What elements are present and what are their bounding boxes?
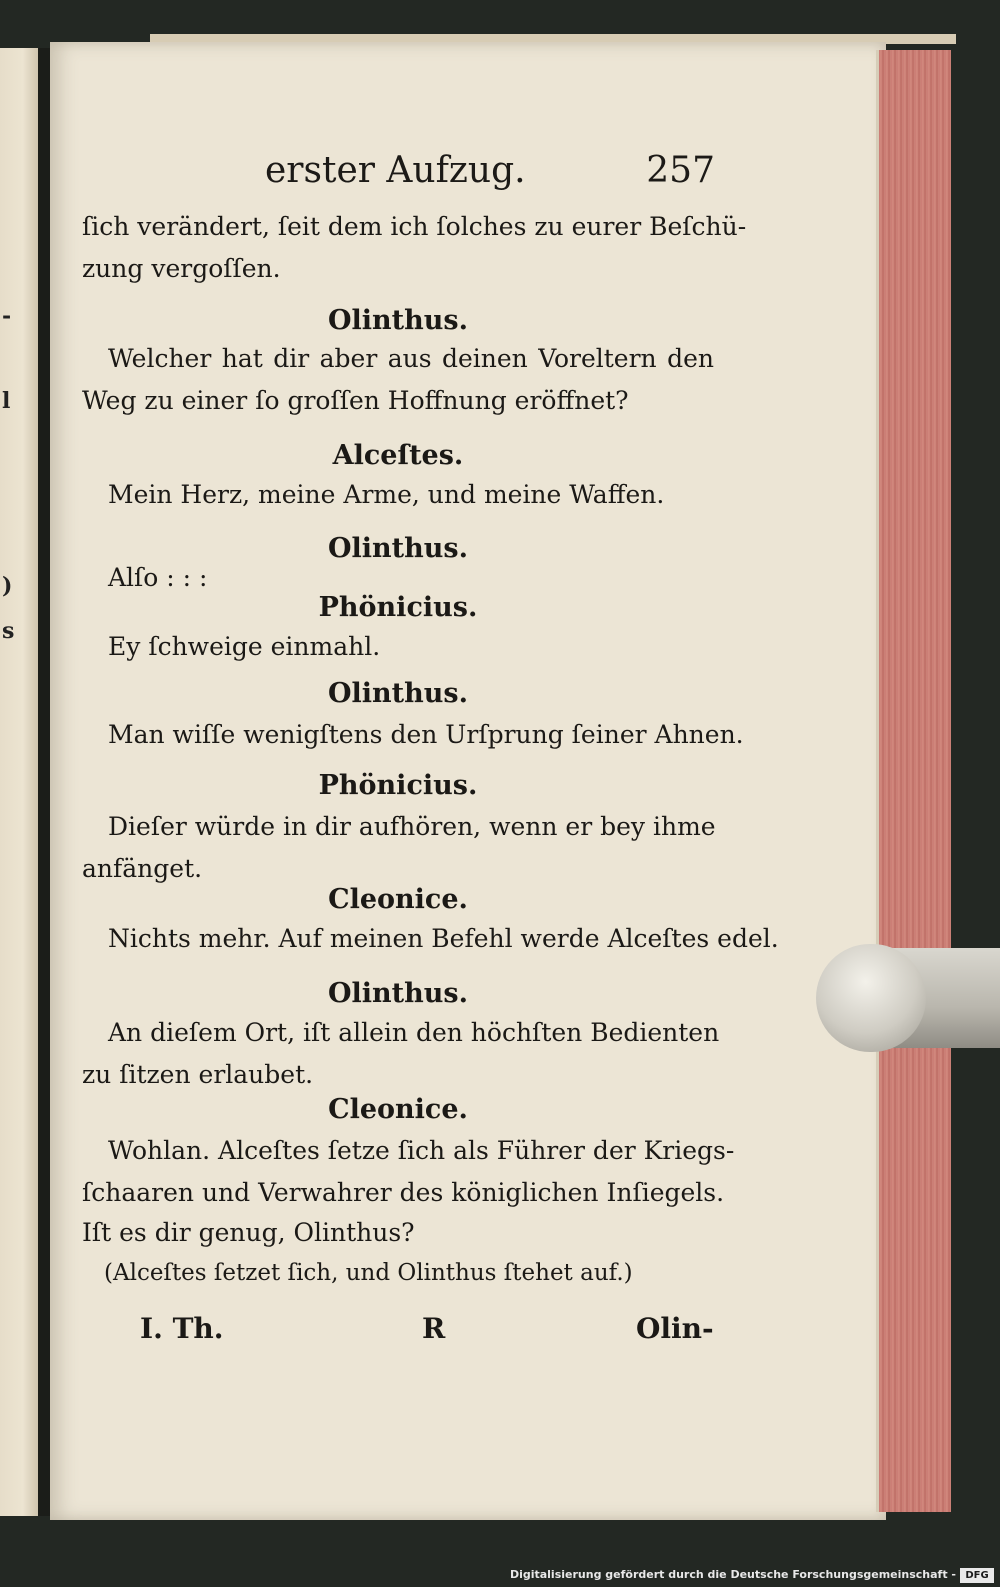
- sheet-mark: R: [422, 1312, 446, 1345]
- speaker-name: Phönicius.: [318, 592, 478, 623]
- speaker-name: Cleonice.: [328, 884, 468, 915]
- text-line: Ey ſchweige einmahl.: [108, 632, 381, 661]
- speaker-name: Olinthus.: [328, 533, 468, 564]
- catchword: Olin-: [636, 1312, 714, 1345]
- facing-page-fragment: -: [2, 303, 12, 329]
- facing-page-edge: [0, 48, 40, 1516]
- speaker-name: Alceſtes.: [332, 440, 464, 471]
- text-line: An dieſem Ort, iſt allein den höchſten Bedienten: [108, 1018, 720, 1047]
- running-title: erster Aufzug.: [265, 150, 526, 191]
- speaker-name: Olinthus.: [328, 305, 468, 336]
- signature-mark: I. Th.: [140, 1312, 224, 1345]
- dfg-logo: DFG: [960, 1568, 994, 1583]
- text-line: Wohlan. Alceſtes ſetze ſich als Führer der Kriegs-: [108, 1136, 735, 1165]
- scanner-clip: [816, 944, 1000, 1056]
- text-line: zung vergoſſen.: [82, 254, 281, 283]
- text-line: Nichts mehr. Auf meinen Befehl werde Alceſtes edel.: [108, 924, 779, 953]
- text-line: Mein Herz, meine Arme, und meine Waffen.: [108, 480, 665, 509]
- text-line: ſich verändert, ſeit dem ich ſolches zu eurer Beſchü-: [82, 212, 747, 241]
- running-head: [265, 150, 715, 200]
- text-line: Iſt es dir genug, Olinthus?: [82, 1218, 415, 1247]
- speaker-name: Olinthus.: [328, 978, 468, 1009]
- text-line: anfänget.: [82, 854, 203, 883]
- text-line: Man wiſſe wenigſtens den Urſprung ſeiner Ahnen.: [108, 720, 744, 749]
- facing-page-fragment: ): [2, 573, 13, 599]
- facing-page-fragment: s: [2, 618, 15, 644]
- page-number: 257: [646, 150, 715, 191]
- stage-direction: (Alceſtes ſetzet ſich, und Olinthus ſtehet auf.): [104, 1260, 633, 1286]
- scanner-clip-cap: [816, 944, 926, 1052]
- text-line: ſchaaren und Verwahrer des königlichen Inſiegels.: [82, 1178, 725, 1207]
- text-line: Welcher hat dir aber aus deinen Voreltern den: [108, 344, 714, 373]
- text-line: Weg zu einer ſo groſſen Hoffnung eröffnet?: [82, 386, 629, 415]
- text-line: Dieſer würde in dir aufhören, wenn er bey ihme: [108, 812, 716, 841]
- page-edge-red: [876, 50, 951, 1512]
- text-line: Alſo : : :: [108, 563, 208, 592]
- speaker-name: Olinthus.: [328, 678, 468, 709]
- facing-page-fragment: l: [2, 388, 11, 414]
- digitization-credit: Digitalisierung gefördert durch die Deutsche Forschungsgemeinschaft -: [509, 1568, 956, 1581]
- speaker-name: Cleonice.: [328, 1094, 468, 1125]
- book-gutter: [38, 48, 50, 1516]
- text-line: zu ſitzen erlaubet.: [82, 1060, 314, 1089]
- speaker-name: Phönicius.: [318, 770, 478, 801]
